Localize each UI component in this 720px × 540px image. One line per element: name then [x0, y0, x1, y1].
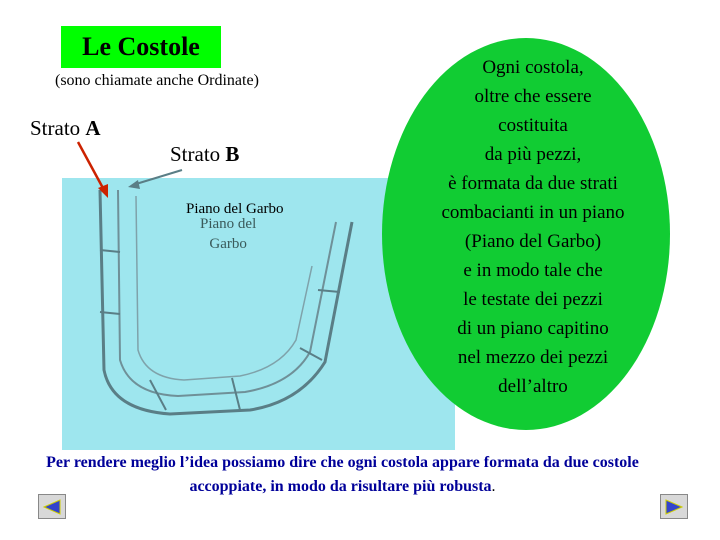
prev-slide-button[interactable] [38, 494, 66, 519]
label-piano-del-garbo-shadow [200, 214, 256, 254]
callout-line: combacianti in un piano [441, 202, 625, 223]
frame-joint-4 [232, 378, 240, 410]
arrow-strato-b-line [136, 170, 182, 184]
bottom-note [30, 451, 655, 499]
label-strato-a-letter: A [85, 116, 101, 140]
triangle-right-icon [664, 499, 684, 515]
bottom-note-text: Per rendere meglio l’idea possiamo dire che ogni costola appare formata da due costole accoppiate, in modo da risultare più robusta [46, 454, 639, 495]
label-piano-del-garbo: Piano del Garbo [186, 201, 284, 217]
callout-line: oltre che essere [474, 86, 592, 107]
slide-title-text: Le Costole [82, 32, 200, 61]
bottom-note-period: . [491, 478, 496, 495]
callout-text [392, 53, 674, 401]
callout-line: e in modo tale che [463, 260, 603, 281]
callout-line: nel mezzo dei pezzi [457, 347, 609, 368]
callout-line: è formata da due strati [448, 173, 618, 194]
frame-joint-1 [100, 250, 120, 252]
label-piano-del-garbo-shadow-line2: Garbo [209, 236, 247, 252]
callout-line: di un piano capitino [457, 318, 609, 339]
next-slide-button[interactable] [660, 494, 688, 519]
callout-line: le testate dei pezzi [463, 289, 603, 310]
callout-line: costituita [498, 115, 568, 136]
callout-line: (Piano del Garbo) [464, 231, 602, 252]
callout-line: Ogni costola, [482, 57, 584, 78]
label-strato-a-text: Strato [30, 116, 81, 140]
label-strato-b-letter: B [225, 142, 240, 166]
arrow-strato-a-line [78, 142, 104, 190]
label-piano-del-garbo-shadow-line1: Piano del [200, 216, 257, 232]
callout-line: da più pezzi, [484, 144, 582, 165]
triangle-left-icon [42, 499, 62, 515]
arrow-strato-b-head [128, 180, 140, 189]
label-strato-b-text: Strato [170, 142, 221, 166]
callout-line: dell’altro [498, 376, 568, 397]
slide-subtitle: (sono chiamate anche Ordinate) [55, 72, 259, 89]
